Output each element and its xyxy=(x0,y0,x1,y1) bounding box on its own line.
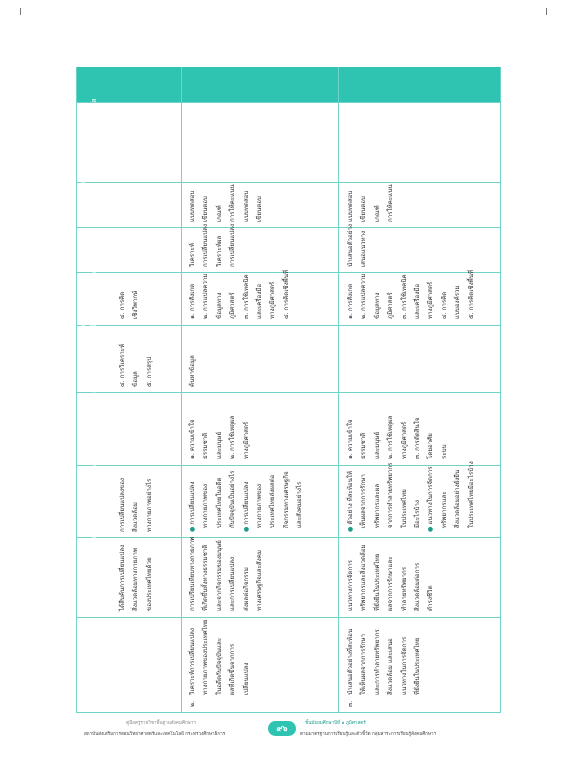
row3-core-content: แนวทางการจัดการ ทรัพยากรและสิ่งแวดล้อม ที่ยั่งยืนในประเทศไทย ผลจากการรักษาและ ทำลายทรัพยากร สิ่งแวดล้อมต่อการ ดำรงชีวิต xyxy=(347,544,435,611)
col-divider xyxy=(76,712,501,713)
footer-right-top: ชั้นมัธยมศึกษาปีที่ ๑ ภูมิศาสตร์ xyxy=(305,721,366,726)
footer-right-bottom: ตามมาตรฐานการเรียนรู้และตัวชี้วัด กลุ่มสาระการเรียนรู้สังคมศึกษาฯ xyxy=(300,732,437,737)
crop-mark-left xyxy=(20,8,21,15)
col-divider xyxy=(76,325,501,326)
header-assess-group: การวัดและประเมินผลการเรียนรู้ xyxy=(79,126,87,222)
row3-no: ๓. xyxy=(347,700,354,707)
row1-core-content: ได้สืบค้นการเปลี่ยนแปลง สิ่งแวดล้อมทางกายภาพ ของประเทศไทยด้วย xyxy=(119,544,153,611)
header-core-content: เนื้อหาสาระหลักที่ต้องรู้ xyxy=(90,527,98,597)
header-assess-tool: เครื่องมือวัดและประเมินผล xyxy=(90,98,98,179)
rotated-table xyxy=(76,67,501,713)
row2-indicator: วิเคราะห์การเปลี่ยนแปลง ทางกายภาพของประเทศไทย ในอดีตกับปัจจุบันและ ผลที่เกิดขึ้นจากการ เปลี่ยนแปลง xyxy=(189,619,250,695)
row2-assess-tool: แบบทดสอบ เขียนตอบ เกณฑ์ การให้คะแนน แบบทดสอบ เขียนตอบ xyxy=(189,184,264,222)
row2-assess-method: วิเคราะห์ การเปลี่ยนแปลง วิเคราะห์ผล การเปลี่ยนแปลง xyxy=(189,224,237,267)
row3-indicator: นำเสนอตัวอย่างที่สะท้อน ให้เห็นผลจากการรักษา และการทำลายทรัพยากร สิ่งแวดล้อม และเสนอ แนวทางในการจัดการ ที่ยั่งยืนในประเทศไทย xyxy=(347,628,422,695)
row2-method: ค้นหาข้อมูล xyxy=(189,355,196,387)
row1-process: การเปลี่ยนแปลงของ สิ่งแวดล้อม ทางกายภาพอย่างไร xyxy=(119,478,153,532)
row2-process: ๑. ความเข้าใจ ธรรมชาติ และมนุษย์ ๒. การใช้เหตุผล ทางภูมิศาสตร์ xyxy=(189,415,250,459)
crop-mark-right xyxy=(546,8,547,15)
row2-core-content: การเปรียบเทียบทางกายภาพ ที่เกิดขึ้นทั้งทางธรรมชาติ และจากกิจกรรมของมนุษย์ และการเปลี่ยนแปลง ส่งผลต่อกิจกรรม ทางเศรษฐกิจและสังคม xyxy=(189,536,264,611)
row2-skill: ๑. การสังเกต ๒. การแปลความ ข้อมูลทาง ภูมิศาสตร์ ๓. การใช้เทคนิค และเครื่องมือ ทางภูมิศาสตร์ ๔. การคิดเชิงพื้นที่ xyxy=(189,269,290,319)
row3-process: ๑. ความเข้าใจ ธรรมชาติ และมนุษย์ ๒. การใช้เหตุผล ทางภูมิศาสตร์ ๓. การตัดสินใจ โดยอาศัย ระบบ xyxy=(347,415,448,459)
row3-local-content: ● ตัวอย่าง ที่สะท้อนให้ เห็นผลจากการรักษา ทรัพยากรและผล จากการทำลายทรัพยากร ในประเทศไทย มีอะไรบ้าง ● แนวทางในการจัดการ ทรัพยากรและ สิ่งแวดล้อมอย่างยั่งยืน ในประเทศไทยมีอะไรบ้าง xyxy=(347,461,475,532)
row3-assess-tool: แบบทดสอบ เขียนตอบ เกณฑ์ การให้คะแนน xyxy=(347,184,395,222)
row3-skill: ๑. การสังเกต ๒. การแปลความ ข้อมูลทาง ภูมิศาสตร์ ๓. การใช้เทคนิค และเครื่องมือ ทางภูมิศาสตร์ ๔. การคิด แบบองค์รวม ๕. การคิดเชิงพื้นที่ xyxy=(347,269,475,319)
col-divider xyxy=(76,102,501,103)
row3-assess-method: นำเสนอตัวอย่าง เสนอแนวทาง xyxy=(347,224,368,267)
row1-method: ๔. การวิเคราะห์ ข้อมูล ๕. การสรุป xyxy=(119,343,153,387)
col-divider xyxy=(76,617,501,618)
header-method: กระบวนการเรียนรู้ xyxy=(90,311,98,367)
col-divider xyxy=(76,392,501,393)
footer-left-top: คู่มือครูรายวิชาพื้นฐานสังคมศึกษาฯ xyxy=(126,721,196,726)
row2-no: ๒. xyxy=(189,700,196,707)
col-divider xyxy=(76,227,501,228)
page-number: ๙๖ xyxy=(268,721,296,736)
footer-left-bottom: สถาบันส่งเสริมการสอนวิทยาศาสตร์และเทคโนโลยี กระทรวงศึกษาธิการ xyxy=(84,732,226,737)
header-learning-group: การจัดการเรียนรู้ xyxy=(79,320,87,372)
header-competency: สาระการเรียนรู้ท้องถิ่น xyxy=(90,454,98,522)
row1-skill: ๔. การคิด เชิงวิพากษ์ xyxy=(119,290,140,319)
row2-local-content: ● การเปลี่ยนแปลง ทางกายภาพของ ประเทศไทยในอดีต กับปัจจุบันเป็นอย่างไร ● การเปลี่ยนแปลง ทางกายภาพของ ประเทศไทยส่งผลต่อ กิจกรรมทางเศรษฐกิจ และสังคมอย่างไร xyxy=(189,470,304,532)
table-header-band xyxy=(76,67,501,102)
col-divider xyxy=(76,537,501,538)
header-skill: ทักษะ xyxy=(90,269,98,287)
header-cycle: ขั้นความรู้/ทักษะ xyxy=(90,391,98,442)
header-assess-method: วิธีการวัด xyxy=(90,188,98,217)
header-indicator: ตัวชี้วัด xyxy=(90,665,98,687)
col-divider xyxy=(76,182,501,183)
